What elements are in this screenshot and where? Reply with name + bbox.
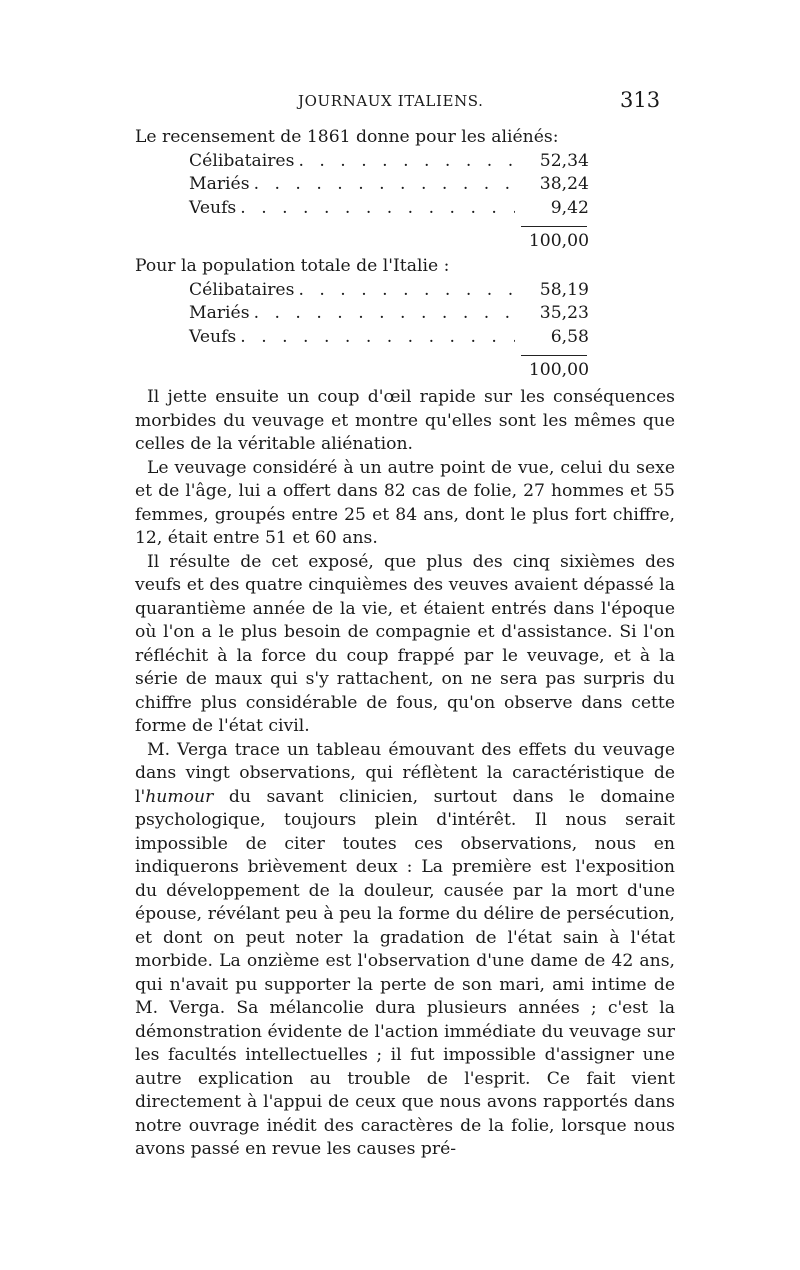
stat-row xyxy=(189,150,589,174)
census-aliens-table xyxy=(189,150,589,256)
stat-value: 52,34 xyxy=(539,150,589,171)
stat-label: Veufs xyxy=(189,197,237,218)
page-number: 313 xyxy=(620,88,661,112)
leader-dots xyxy=(240,197,515,221)
stat-value: 6,58 xyxy=(550,326,589,347)
stat-value: 35,23 xyxy=(539,303,589,323)
stat-row xyxy=(189,197,589,221)
population-table xyxy=(189,279,589,385)
leader-dots xyxy=(254,173,515,197)
running-head: JOURNAUX ITALIENS. xyxy=(298,92,484,110)
leader-dots xyxy=(240,326,515,350)
stat-row xyxy=(189,326,589,350)
paragraph: Il résulte de cet exposé, que plus des cinq sixièmes des veufs et des quatre cinquièmes des veuves avaient dépassé la quarantième année de la vie, et étaient entrés dans l'époque où l'on a le plus besoin de compagnie et d'assistance. Si l'on réfléchit à la force du coup frappé par le veuvage, et à la série de maux qui s'y rattachent, on ne sera pas surpris du chiffre plus considérable de fous, qu'on observe dans cette forme de l'état civil. xyxy=(135,551,675,736)
stat-row xyxy=(189,279,589,303)
italic-term: humour xyxy=(145,786,214,807)
leader-dots xyxy=(254,302,515,326)
stat-row xyxy=(189,173,589,197)
stat-label: Mariés xyxy=(189,174,250,194)
stat-row xyxy=(189,302,589,326)
paragraph xyxy=(135,739,675,1162)
stat-label: Veufs xyxy=(189,326,237,347)
page-header xyxy=(0,88,800,118)
stat-value: 9,42 xyxy=(550,197,589,218)
stat-label: Mariés xyxy=(189,303,250,323)
population-intro: Pour la population totale de l'Italie : xyxy=(135,256,450,276)
stat-value: 58,19 xyxy=(539,279,589,300)
paragraph-text: M. Verga trace un tableau émouvant des effets du veuvage dans vingt observations, qui réflètent la caractéristique de l' xyxy=(135,739,675,807)
paragraph: Le veuvage considéré à un autre point de vue, celui du sexe et de l'âge, lui a offert dans 82 cas de folie, 27 hommes et 55 femmes, groupés entre 25 et 84 ans, dont le plus fort chiffre, 12, était entre 51 et 60 ans. xyxy=(135,457,675,548)
leader-dots xyxy=(298,150,515,174)
stat-total: 100,00 xyxy=(528,231,589,251)
stat-label: Célibataires xyxy=(189,279,295,300)
stat-label: Célibataires xyxy=(189,150,295,171)
stat-value: 38,24 xyxy=(539,174,589,194)
census-intro: Le recensement de 1861 donne pour les aliénés: xyxy=(135,127,559,147)
paragraph-text: du savant clinicien, surtout dans le domaine psychologique, toujours plein d'intérêt. Il nous serait impossible de citer toutes ces observations, nous en indiquerons brièvement deux : La première est l'exposition du développement de la douleur, causée par la mort d'une épouse, révélant peu à peu la forme du délire de persécution, et dont on peut noter la gradation de l'état sain à l'état morbide. La onzième est l'observation d'une dame de 42 ans, qui n'avait pu supporter la perte de son mari, ami intime de M. Verga. Sa mélancolie dura plusieurs années ; c'est la démonstration évidente de l'action immédiate du veuvage sur les facultés intellectuelles ; il fut impossible d'assigner une autre explication au trouble de l'esprit. Ce fait vient directement à l'appui de ceux que nous avons rapportés dans notre ouvrage inédit des caractères de la folie, lorsque nous avons passé en revue les causes pré- xyxy=(135,786,675,1159)
stat-total: 100,00 xyxy=(528,360,589,380)
leader-dots xyxy=(298,279,515,303)
paragraph: Il jette ensuite un coup d'œil rapide sur les conséquences morbides du veuvage et montre qu'elles sont les mêmes que celles de la véritable aliénation. xyxy=(135,387,675,454)
page-body xyxy=(135,126,675,1162)
